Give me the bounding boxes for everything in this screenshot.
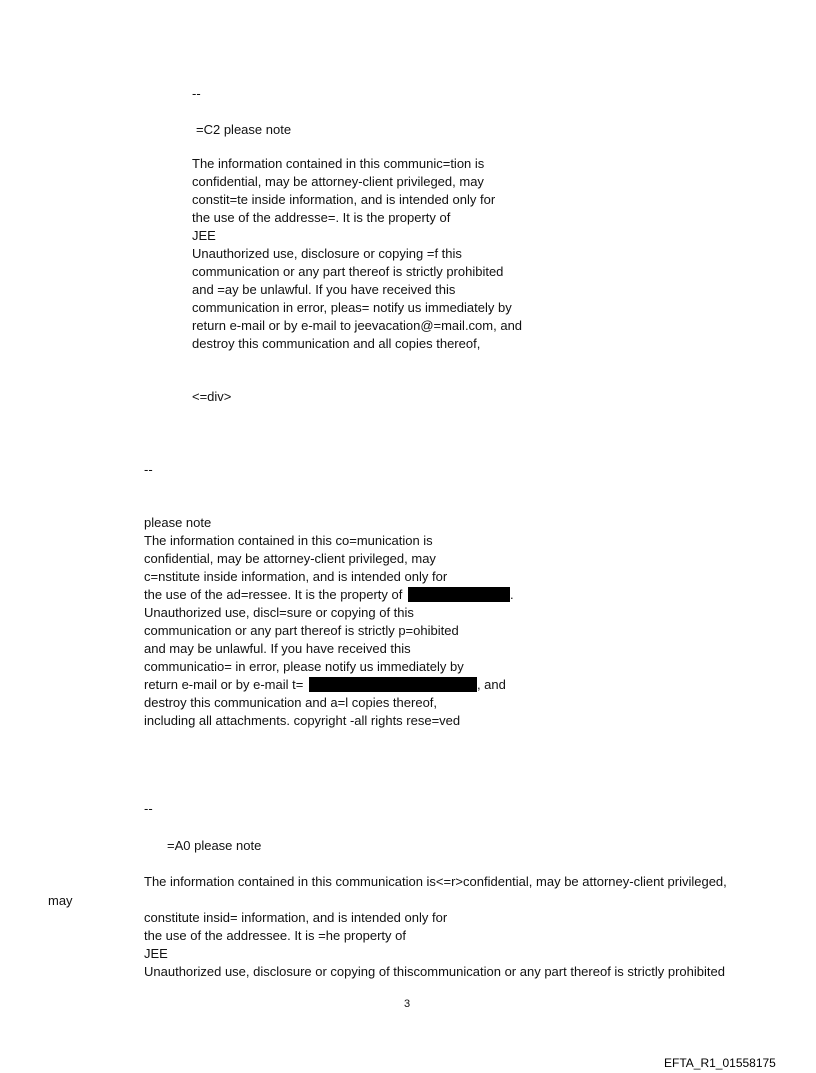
notice-line: communication in error, pleas= notify us immediately by <box>192 300 512 315</box>
notice-line: the use of the addressee. It is =he property of <box>144 928 406 943</box>
notice-line: destroy this communication and a=l copies thereof, <box>144 695 438 710</box>
notice-line <box>144 586 514 604</box>
notice-line: communication or any part thereof is strictly prohibited <box>192 264 504 279</box>
notice-line: destroy this communication and all copies thereof, <box>192 336 481 351</box>
notice-line: Unauthorized use, discl=sure or copying of this <box>144 605 414 620</box>
notice-heading: =A0 please note <box>167 838 262 853</box>
notice-line: JEE <box>144 946 168 961</box>
notice-line: confidential, may be attorney-client privileged, may <box>192 174 484 189</box>
document-id-footer: EFTA_R1_01558175 <box>664 1056 776 1070</box>
redaction-bar <box>309 677 477 692</box>
notice-line: The information contained in this co=munication is <box>144 533 433 548</box>
notice-line <box>144 676 506 694</box>
notice-line: confidential, may be attorney-client privileged, may <box>144 551 436 566</box>
notice-line: c=nstitute inside information, and is intended only for <box>144 569 448 584</box>
notice-line: communication or any part thereof is strictly p=ohibited <box>144 623 459 638</box>
notice-line-text: return e-mail or by e-mail t= <box>144 677 304 692</box>
notice-line: JEE <box>192 228 216 243</box>
notice-heading: =C2 please note <box>196 122 292 137</box>
notice-heading: please note <box>144 515 212 530</box>
notice-line: constitute insid= information, and is intended only for <box>144 910 448 925</box>
notice-line: and may be unlawful. If you have received this <box>144 641 411 656</box>
notice-line: communicatio= in error, please notify us immediately by <box>144 659 464 674</box>
notice-line: constit=te inside information, and is intended only for <box>192 192 496 207</box>
separator: -- <box>192 86 201 101</box>
separator: -- <box>144 801 153 816</box>
notice-line-text: . <box>509 587 514 602</box>
notice-line: and =ay be unlawful. If you have received this <box>192 282 456 297</box>
notice-line-text: the use of the ad=ressee. It is the property of <box>144 587 403 602</box>
notice-line: The information contained in this communication is<=r>confidential, may be attorney-client privileged, <box>144 874 727 889</box>
notice-line-text: , and <box>476 677 506 692</box>
page-number: 3 <box>404 998 411 1010</box>
separator: -- <box>144 462 153 477</box>
redaction-bar <box>408 587 510 602</box>
wrapped-word: may <box>48 893 73 908</box>
notice-line: Unauthorized use, disclosure or copying of thiscommunication or any part thereof is strictly prohibited <box>144 964 725 979</box>
notice-line: including all attachments. copyright -all rights rese=ved <box>144 713 461 728</box>
notice-line: Unauthorized use, disclosure or copying =f this <box>192 246 462 261</box>
div-tag-text: <=div> <box>192 389 232 404</box>
notice-line: the use of the addresse=. It is the property of <box>192 210 451 225</box>
notice-line: return e-mail or by e-mail to jeevacation@=mail.com, and <box>192 318 523 333</box>
notice-line: The information contained in this communic=tion is <box>192 156 485 171</box>
